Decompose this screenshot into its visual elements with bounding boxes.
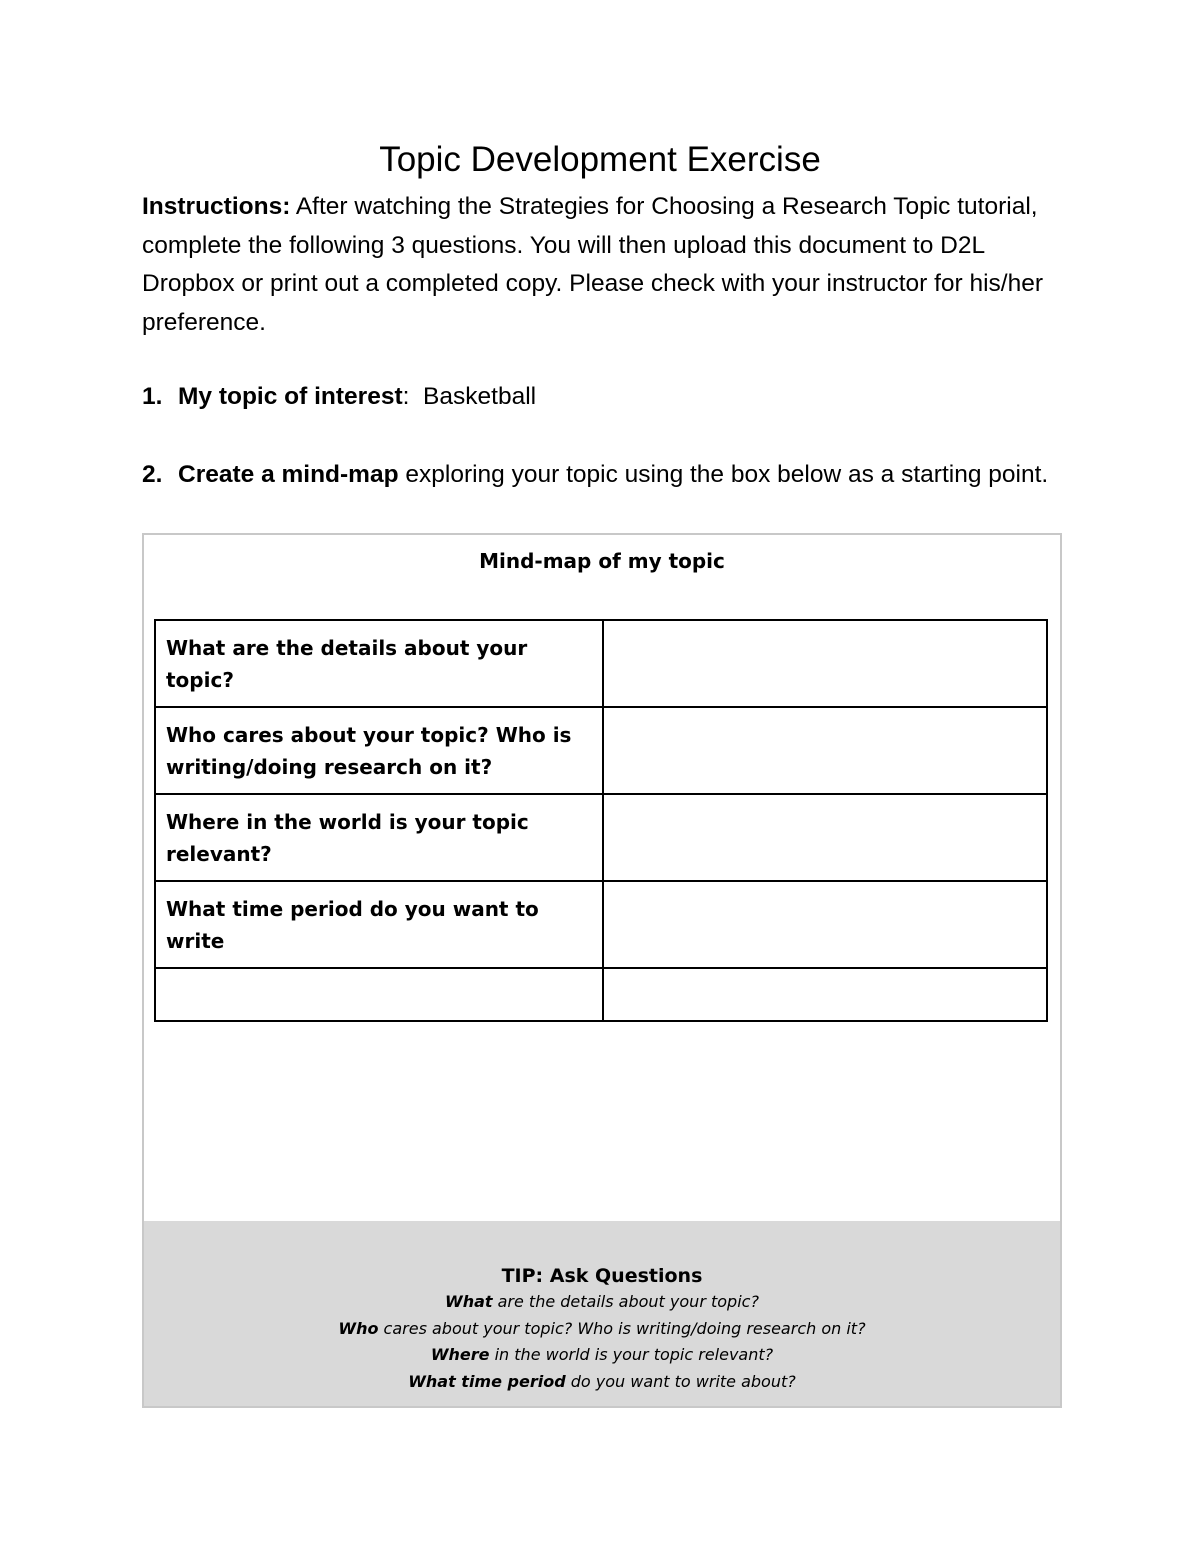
mindmap-title: Mind-map of my topic — [479, 549, 725, 573]
tip-line — [144, 1316, 1060, 1343]
tip-line — [144, 1369, 1060, 1396]
tip-line-text: in the world is your topic relevant? — [489, 1345, 774, 1364]
mindmap-question: Who cares about your topic? Who is writing/doing research on it? — [155, 707, 603, 794]
mindmap-answer-cell[interactable] — [603, 620, 1047, 707]
table-row — [155, 707, 1047, 794]
question-1-label: My topic of interest — [178, 383, 403, 410]
tip-line-keyword: What time period — [408, 1371, 566, 1391]
page-title: Topic Development Exercise — [379, 140, 821, 179]
table-row — [155, 881, 1047, 968]
mindmap-table — [154, 619, 1048, 1022]
question-1-number: 1. — [142, 383, 163, 410]
mindmap-answer-cell[interactable] — [603, 881, 1047, 968]
mindmap-question: Where in the world is your topic relevant? — [155, 794, 603, 881]
tip-line-keyword: Where — [430, 1345, 490, 1364]
tip-line-keyword: Who — [338, 1318, 379, 1338]
tip-line — [144, 1342, 1060, 1369]
instructions — [142, 188, 1072, 342]
question-2 — [142, 456, 1072, 495]
tip-line-text: are the details about your topic? — [492, 1292, 759, 1311]
instructions-text: After watching the Strategies for Choosing a Research Topic tutorial, complete the following 3 questions. You will then upload this document to D2L Dropbox or print out a completed copy. Please check with your instructor for his/her preference. — [142, 193, 1044, 336]
question-2-number: 2. — [142, 461, 163, 488]
tip-line — [144, 1289, 1060, 1316]
tip-box — [142, 1221, 1062, 1408]
tip-line-text: cares about your topic? Who is writing/doing research on it? — [378, 1318, 866, 1338]
mindmap-question[interactable] — [155, 968, 603, 1021]
mindmap-answer-cell[interactable] — [603, 968, 1047, 1021]
question-2-label: Create a mind-map — [178, 461, 399, 488]
mindmap-answer-cell[interactable] — [603, 707, 1047, 794]
tip-line-keyword: What — [445, 1292, 493, 1311]
question-2-text: exploring your topic using the box below as a starting point. — [398, 461, 1049, 488]
question-1-answer[interactable]: Basketball — [423, 383, 537, 410]
mindmap-question: What are the details about your topic? — [155, 620, 603, 707]
mindmap-question: What time period do you want to write — [155, 881, 603, 968]
table-row — [155, 620, 1047, 707]
table-row — [155, 794, 1047, 881]
instructions-label: Instructions: — [142, 193, 291, 220]
question-1-separator: : — [402, 383, 410, 410]
table-row — [155, 968, 1047, 1021]
tip-line-text: do you want to write about? — [565, 1371, 796, 1391]
mindmap-answer-cell[interactable] — [603, 794, 1047, 881]
tip-title: TIP: Ask Questions — [501, 1265, 703, 1287]
mindmap-box — [142, 533, 1062, 1224]
question-1 — [142, 378, 1072, 417]
